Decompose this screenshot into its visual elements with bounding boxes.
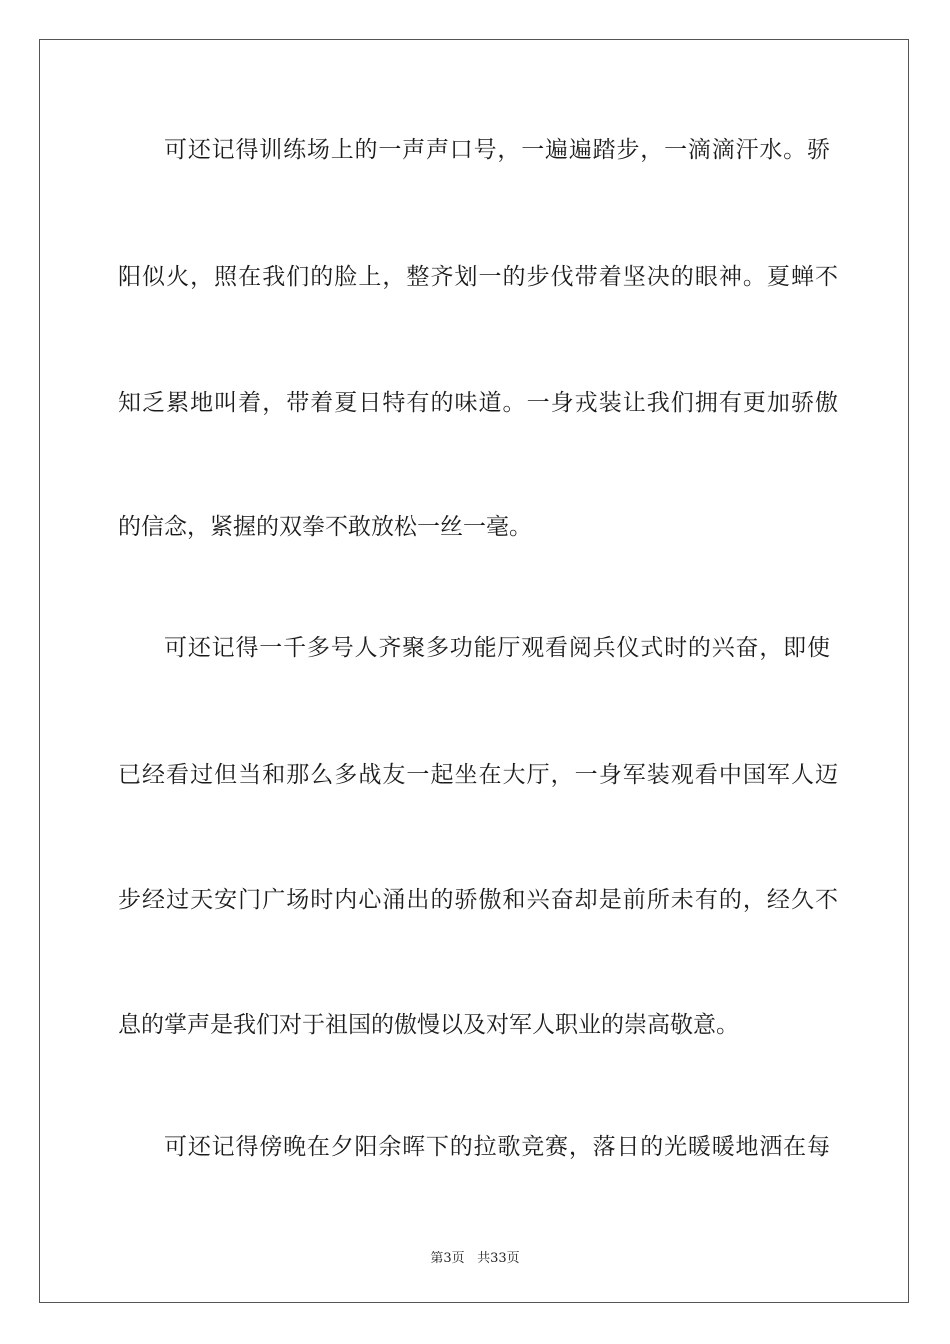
page-border	[39, 39, 909, 1303]
paragraph-2-line-1: 可还记得一千多号人齐聚多功能厅观看阅兵仪式时的兴奋，即使	[164, 635, 830, 661]
paragraph-1-line-2: 阳似火，照在我们的脸上，整齐划一的步伐带着坚决的眼神。夏蝉不	[118, 264, 838, 290]
paragraph-2-line-3: 步经过天安门广场时内心涌出的骄傲和兴奋却是前所未有的，经久不	[118, 887, 838, 913]
paragraph-2-line-4: 息的掌声是我们对于祖国的傲慢以及对军人职业的崇高敬意。	[118, 1012, 739, 1038]
page-total: 共33页	[477, 1251, 520, 1266]
page-footer	[0, 1247, 950, 1266]
paragraph-3-line-1: 可还记得傍晚在夕阳余晖下的拉歌竞赛，落日的光暖暖地洒在每	[164, 1134, 830, 1160]
paragraph-1-line-3: 知乏累地叫着，带着夏日特有的味道。一身戎装让我们拥有更加骄傲	[118, 390, 838, 416]
paragraph-1-line-4: 的信念，紧握的双拳不敢放松一丝一毫。	[118, 514, 532, 540]
paragraph-2-line-2: 已经看过但当和那么多战友一起坐在大厅，一身军装观看中国军人迈	[118, 762, 838, 788]
page-number: 第3页	[430, 1251, 465, 1266]
paragraph-1-line-1: 可还记得训练场上的一声声口号，一遍遍踏步，一滴滴汗水。骄	[164, 137, 830, 163]
